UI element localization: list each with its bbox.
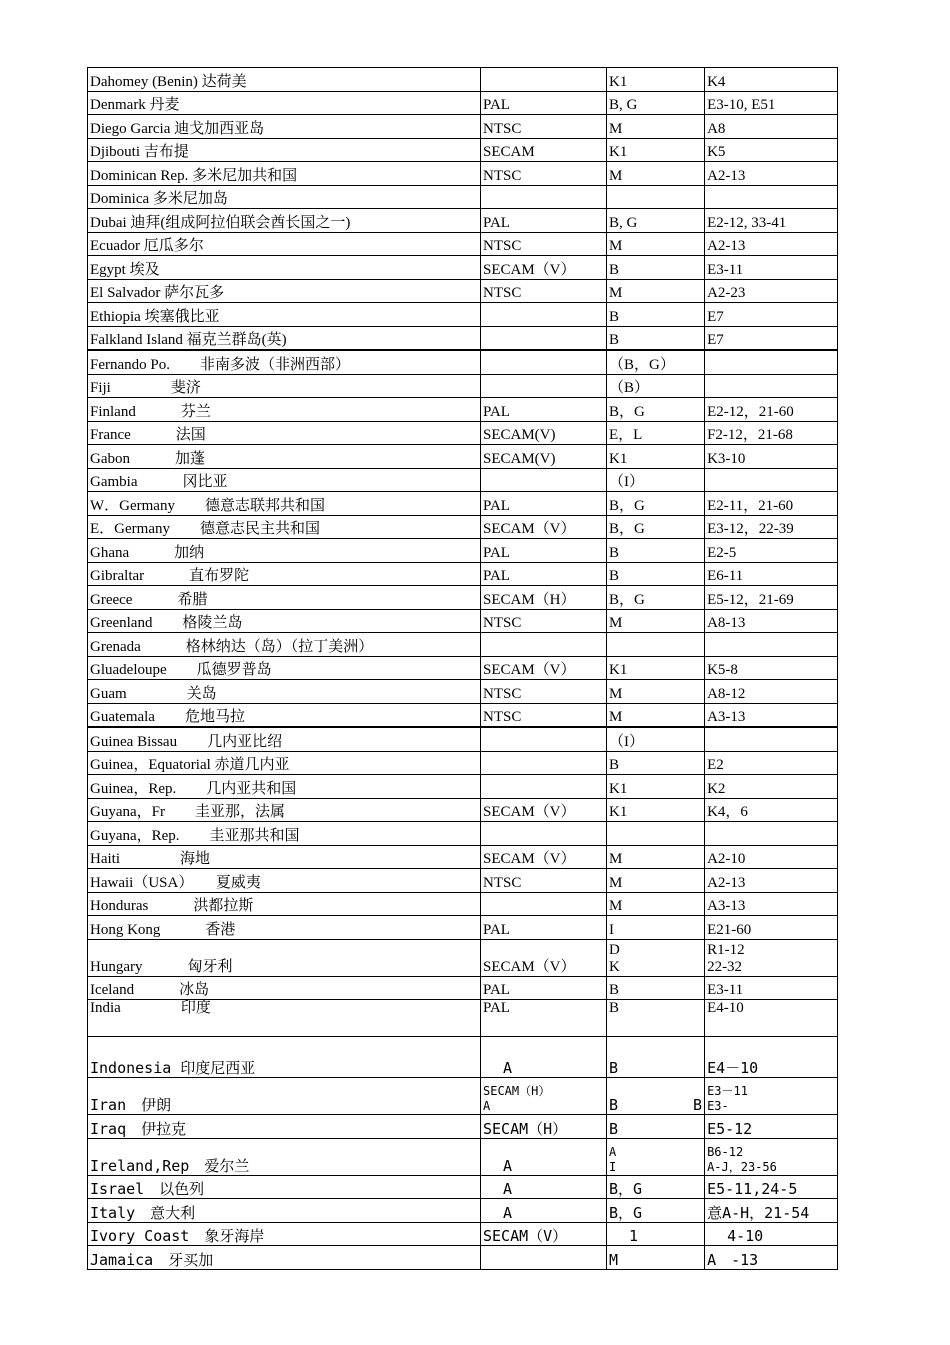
tv-system-cell: M [607,869,705,893]
color-system-cell [481,185,607,209]
country-cell: W．Germany 德意志联邦共和国 [88,492,481,516]
country-cell: Gluadeloupe 瓜德罗普岛 [88,656,481,680]
color-system-cell: SECAM（V） [481,656,607,680]
channels-cell: E2-12，21-60 [705,398,838,422]
table-row [88,398,838,422]
table-row [88,633,838,657]
country-cell: Ecuador 厄瓜多尔 [88,232,481,256]
country-cell: France 法国 [88,421,481,445]
channels-cell: E2 [705,751,838,775]
tv-system-cell: K1 [607,445,705,469]
tv-system-cell: B [607,303,705,327]
color-system-cell [481,822,607,846]
country-cell: Falkland Island 福克兰群岛(英) [88,326,481,350]
color-system-cell: PAL [481,976,607,1000]
channels-cell: A8-13 [705,609,838,633]
color-system-cell: PAL [481,539,607,563]
channels-cell: K5-8 [705,656,838,680]
color-system-cell: SECAM(V) [481,445,607,469]
color-system-cell: PAL [481,1000,607,1037]
country-cell: India 印度 [88,1000,481,1037]
color-system-cell: SECAM（H） A [481,1078,607,1115]
country-cell: El Salvador 萨尔瓦多 [88,279,481,303]
channels-cell: F2-12，21-68 [705,421,838,445]
channels-cell: A2-13 [705,232,838,256]
channels-cell: E7 [705,326,838,350]
color-system-cell: NTSC [481,115,607,139]
table-row [88,656,838,680]
country-cell: Guam 关岛 [88,680,481,704]
country-cell: Ireland,Rep 爱尔兰 [88,1138,481,1175]
table-row [88,775,838,799]
table-row [88,303,838,327]
channels-cell: E4-10 [705,1000,838,1037]
country-cell: Egypt 埃及 [88,256,481,280]
channels-cell: E3-11 [705,976,838,1000]
table-row [88,91,838,115]
color-system-cell [481,751,607,775]
table-row [88,468,838,492]
tv-system-cell: B，G [607,492,705,516]
tv-system-cell: B B [607,1078,705,1115]
tv-system-cell: B, G [607,209,705,233]
tv-system-cell: （I） [607,727,705,751]
country-cell: Guinea，Equatorial 赤道几内亚 [88,751,481,775]
table-row [88,115,838,139]
channels-cell: E5-11,24-5 [705,1175,838,1199]
table-row [88,1138,838,1175]
tv-system-cell: B，G [607,1175,705,1199]
table-row [88,185,838,209]
country-cell: Dubai 迪拜(组成阿拉伯联会酋长国之一) [88,209,481,233]
color-system-cell [481,775,607,799]
country-cell: Honduras 洪都拉斯 [88,892,481,916]
tv-system-cell: B [607,256,705,280]
country-cell: Haiti 海地 [88,845,481,869]
country-cell: Guinea Bissau 几内亚比绍 [88,727,481,751]
table-row [88,209,838,233]
channels-cell: E3-10, E51 [705,91,838,115]
country-cell: Gibraltar 直布罗陀 [88,562,481,586]
tv-system-cell: M [607,1246,705,1270]
table-row [88,138,838,162]
color-system-cell: A [481,1138,607,1175]
color-system-cell: SECAM（H） [481,586,607,610]
color-system-cell: PAL [481,398,607,422]
tv-standards-table [87,67,838,1270]
channels-cell: E7 [705,303,838,327]
country-cell: Finland 芬兰 [88,398,481,422]
country-cell: Fernando Po. 非南多波（非洲西部） [88,350,481,374]
color-system-cell [481,727,607,751]
color-system-cell: PAL [481,209,607,233]
table-row [88,1222,838,1246]
channels-cell: A2-23 [705,279,838,303]
channels-cell: E4－10 [705,1037,838,1078]
color-system-cell [481,892,607,916]
tv-system-cell: M [607,162,705,186]
table-row [88,939,838,976]
channels-cell: A3-13 [705,703,838,727]
tv-system-cell: B，G [607,515,705,539]
tv-system-cell: B [607,976,705,1000]
color-system-cell: SECAM（V） [481,845,607,869]
color-system-cell: NTSC [481,279,607,303]
tv-system-cell: B [607,326,705,350]
channels-cell [705,727,838,751]
table-row [88,162,838,186]
table-row [88,845,838,869]
table-row [88,232,838,256]
tv-system-cell: D K [607,939,705,976]
tv-system-cell: A I [607,1138,705,1175]
table-row [88,68,838,92]
table-body [88,68,838,1270]
channels-cell: A -13 [705,1246,838,1270]
country-cell: Denmark 丹麦 [88,91,481,115]
color-system-cell [481,326,607,350]
tv-system-cell: K1 [607,656,705,680]
country-cell: Diego Garcia 迪戈加西亚岛 [88,115,481,139]
table-row [88,539,838,563]
tv-system-cell: （I） [607,468,705,492]
country-cell: Guatemala 危地马拉 [88,703,481,727]
tv-system-cell: M [607,892,705,916]
channels-cell [705,468,838,492]
tv-system-cell: K1 [607,798,705,822]
tv-system-cell: M [607,680,705,704]
color-system-cell: SECAM(V) [481,421,607,445]
tv-system-cell: B [607,751,705,775]
channels-cell [705,350,838,374]
table-row [88,727,838,751]
color-system-cell: NTSC [481,703,607,727]
table-row [88,1199,838,1223]
table-row [88,445,838,469]
table-row [88,279,838,303]
channels-cell: A2-10 [705,845,838,869]
country-cell: Iceland 冰岛 [88,976,481,1000]
color-system-cell: SECAM [481,138,607,162]
channels-cell: K5 [705,138,838,162]
country-cell: Jamaica 牙买加 [88,1246,481,1270]
table-row [88,680,838,704]
country-cell: Grenada 格林纳达（岛）（拉丁美洲） [88,633,481,657]
channels-cell: K4 [705,68,838,92]
table-row [88,751,838,775]
channels-cell: A2-13 [705,162,838,186]
channels-cell: 4-10 [705,1222,838,1246]
channels-cell: E5-12，21-69 [705,586,838,610]
country-cell: Ivory Coast 象牙海岸 [88,1222,481,1246]
color-system-cell: SECAM（H） [481,1115,607,1139]
channels-cell [705,185,838,209]
tv-system-cell: 1 [607,1222,705,1246]
channels-cell [705,822,838,846]
tv-system-cell: M [607,115,705,139]
color-system-cell: A [481,1199,607,1223]
color-system-cell [481,303,607,327]
channels-cell: 意A-H，21-54 [705,1199,838,1223]
channels-cell: A8 [705,115,838,139]
country-cell: Hungary 匈牙利 [88,939,481,976]
table-row [88,869,838,893]
channels-cell: K4，6 [705,798,838,822]
table-row [88,326,838,350]
table-row [88,562,838,586]
table-row [88,1115,838,1139]
color-system-cell [481,350,607,374]
table-row [88,976,838,1000]
country-cell: Greece 希腊 [88,586,481,610]
table-row [88,1246,838,1270]
country-cell: Ethiopia 埃塞俄比亚 [88,303,481,327]
country-cell: Israel 以色列 [88,1175,481,1199]
channels-cell: E3－11 E3- [705,1078,838,1115]
channels-cell: E21-60 [705,916,838,940]
color-system-cell: SECAM（V） [481,798,607,822]
country-cell: Dominican Rep. 多米尼加共和国 [88,162,481,186]
country-cell: Guinea，Rep. 几内亚共和国 [88,775,481,799]
tv-system-cell [607,822,705,846]
country-cell: Gabon 加蓬 [88,445,481,469]
color-system-cell: SECAM（V） [481,1222,607,1246]
country-cell: Gambia 冈比亚 [88,468,481,492]
table-row [88,822,838,846]
tv-system-cell: I [607,916,705,940]
tv-system-cell: M [607,703,705,727]
table-row [88,515,838,539]
channels-cell: E5-12 [705,1115,838,1139]
country-cell: Indonesia 印度尼西亚 [88,1037,481,1078]
country-cell: Djibouti 吉布提 [88,138,481,162]
table-row [88,492,838,516]
tv-system-cell: B, G [607,91,705,115]
tv-system-cell: B [607,1037,705,1078]
table-row [88,1000,838,1037]
channels-cell: A3-13 [705,892,838,916]
color-system-cell: NTSC [481,680,607,704]
country-cell: Hawaii（USA） 夏威夷 [88,869,481,893]
table-row [88,374,838,398]
color-system-cell: NTSC [481,232,607,256]
color-system-cell [481,374,607,398]
color-system-cell: PAL [481,492,607,516]
table-row [88,703,838,727]
channels-cell: E3-12，22-39 [705,515,838,539]
table-row [88,350,838,374]
tv-system-cell: B [607,1115,705,1139]
table-row [88,609,838,633]
tv-system-cell: B，G [607,398,705,422]
tv-system-cell: M [607,279,705,303]
tv-system-cell: M [607,845,705,869]
color-system-cell: SECAM（V） [481,256,607,280]
tv-system-cell [607,633,705,657]
channels-cell: E6-11 [705,562,838,586]
tv-system-cell: M [607,232,705,256]
channels-cell: A2-13 [705,869,838,893]
country-cell: Dahomey (Benin) 达荷美 [88,68,481,92]
channels-cell: E2-11，21-60 [705,492,838,516]
color-system-cell: NTSC [481,869,607,893]
country-cell: Guyana，Fr 圭亚那，法属 [88,798,481,822]
country-cell: Ghana 加纳 [88,539,481,563]
tv-system-cell: E，L [607,421,705,445]
tv-system-cell [607,185,705,209]
channels-cell: B6-12 A-J，23-56 [705,1138,838,1175]
table-row [88,1037,838,1078]
tv-system-cell: B，G [607,1199,705,1223]
color-system-cell [481,468,607,492]
color-system-cell: PAL [481,916,607,940]
color-system-cell [481,633,607,657]
color-system-cell: SECAM（V） [481,939,607,976]
color-system-cell: NTSC [481,162,607,186]
table-row [88,1175,838,1199]
country-cell: Dominica 多米尼加岛 [88,185,481,209]
country-cell: Iraq 伊拉克 [88,1115,481,1139]
country-cell: Hong Kong 香港 [88,916,481,940]
tv-system-cell: B [607,539,705,563]
channels-cell: R1-12 22-32 [705,939,838,976]
country-cell: E．Germany 德意志民主共和国 [88,515,481,539]
table-row [88,892,838,916]
tv-system-cell: K1 [607,68,705,92]
color-system-cell: PAL [481,562,607,586]
table-row [88,916,838,940]
channels-cell: A8-12 [705,680,838,704]
color-system-cell: A [481,1037,607,1078]
country-cell: Fiji 斐济 [88,374,481,398]
tv-system-cell: （B，G） [607,350,705,374]
country-cell: Greenland 格陵兰岛 [88,609,481,633]
color-system-cell [481,1246,607,1270]
country-cell: Iran 伊朗 [88,1078,481,1115]
table-row [88,586,838,610]
tv-system-cell: K1 [607,138,705,162]
channels-cell: K3-10 [705,445,838,469]
country-cell: Guyana，Rep. 圭亚那共和国 [88,822,481,846]
tv-system-cell: B [607,562,705,586]
country-cell: Italy 意大利 [88,1199,481,1223]
color-system-cell: SECAM（V） [481,515,607,539]
table-row [88,1078,838,1115]
table-row [88,798,838,822]
tv-system-cell: B，G [607,586,705,610]
color-system-cell: A [481,1175,607,1199]
color-system-cell: PAL [481,91,607,115]
tv-system-cell: K1 [607,775,705,799]
tv-system-cell: （B） [607,374,705,398]
color-system-cell [481,68,607,92]
tv-system-cell: M [607,609,705,633]
table-row [88,421,838,445]
color-system-cell: NTSC [481,609,607,633]
channels-cell: E2-12, 33-41 [705,209,838,233]
channels-cell: E3-11 [705,256,838,280]
channels-cell: K2 [705,775,838,799]
channels-cell [705,633,838,657]
channels-cell: E2-5 [705,539,838,563]
tv-system-cell: B [607,1000,705,1037]
table-row [88,256,838,280]
channels-cell [705,374,838,398]
